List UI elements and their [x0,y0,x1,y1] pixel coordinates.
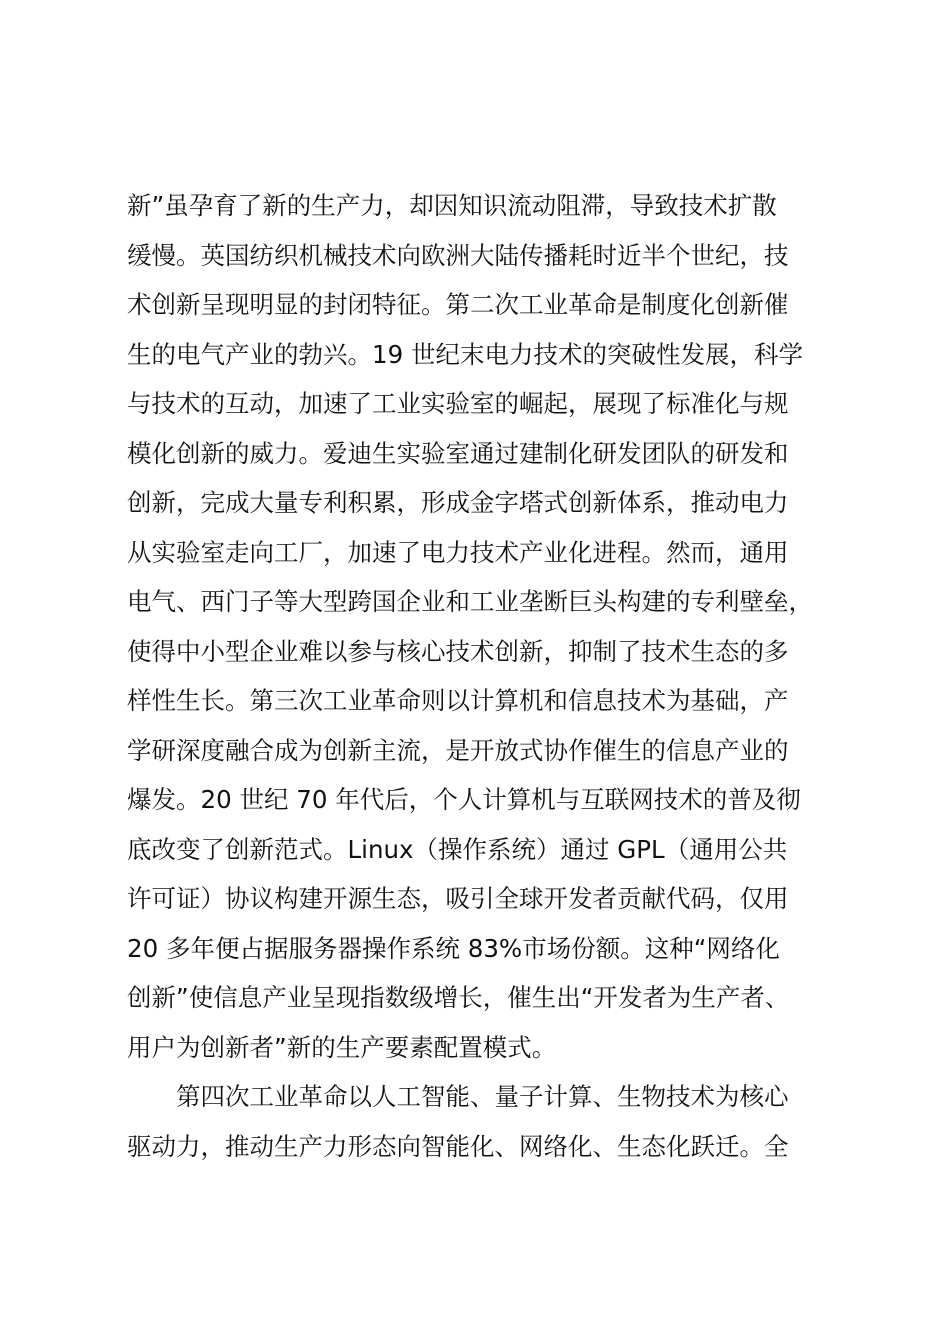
text-line: 用户为创新者”新的生产要素配置模式。 [127,1032,557,1062]
text-line: 电气、西门子等大型跨国企业和工业垄断巨头构建的专利壁垒， [127,587,813,616]
document-body [127,181,847,1171]
text-line: 爆发。20 世纪 70 年代后，个人计算机与互联网技术的普及彻 [127,785,801,814]
text-line: 样性生长。第三次工业革命则以计算机和信息技术为基础，产 [127,686,789,715]
text-line: 创新，完成大量专利积累，形成金字塔式创新体系，推动电力 [127,488,789,517]
text-line: 许可证）协议构建开源生态，吸引全球开发者贡献代码，仅用 [127,884,789,913]
text-line: 从实验室走向工厂，加速了电力技术产业化进程。然而，通用 [127,537,789,567]
paragraph-start-line: 第四次工业革命以人工智能、量子计算、生物技术为核心 [176,1082,789,1111]
text-line: 底改变了创新范式。Linux（操作系统）通过 GPL（通用公共 [127,834,788,864]
text-line: 术创新呈现明显的封闭特征。第二次工业革命是制度化创新催 [127,290,789,319]
text-line: 使得中小型企业难以参与核心技术创新，抑制了技术生态的多 [127,636,789,666]
text-line: 模化创新的威力。爱迪生实验室通过建制化研发团队的研发和 [127,438,789,468]
text-line: 生的电气产业的勃兴。19 世纪末电力技术的突破性发展，科学 [127,339,803,369]
text-line: 与技术的互动，加速了工业实验室的崛起，展现了标准化与规 [127,389,789,418]
text-line: 20 多年便占据服务器操作系统 83%市场份额。这种“网络化 [127,933,780,963]
text-line: 创新”使信息产业呈现指数级增长，催生出“开发者为生产者、 [127,983,790,1012]
text-line: 驱动力，推动生产力形态向智能化、网络化、生态化跃迁。全 [127,1131,789,1161]
text-line: 学研深度融合成为创新主流，是开放式协作催生的信息产业的 [127,735,789,765]
text-line: 缓慢。英国纺织机械技术向欧洲大陆传播耗时近半个世纪，技 [127,240,789,270]
text-line: 新”虽孕育了新的生产力，却因知识流动阻滞，导致技术扩散 [127,191,777,220]
